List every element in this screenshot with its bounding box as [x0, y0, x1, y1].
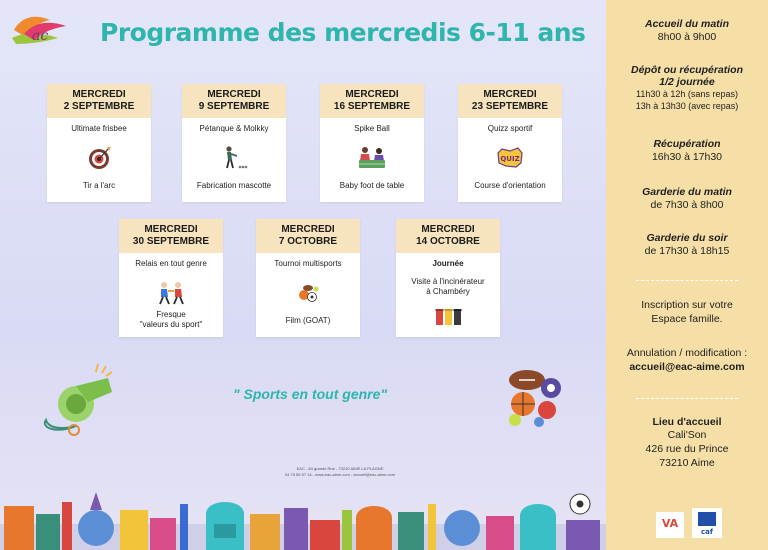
- card-activity-2: Tir a l'arc: [82, 181, 116, 190]
- relay-runners-icon: [155, 280, 187, 306]
- caf-logo-text: caf: [701, 528, 713, 536]
- lieu-line2: 426 rue du Prince: [645, 443, 729, 455]
- card-header: [320, 84, 424, 118]
- garderie-matin-section: [606, 186, 768, 212]
- recycling-bins-icon: [428, 303, 468, 329]
- svg-text:QUIZ: QUIZ: [500, 155, 520, 163]
- card-day: MERCREDI: [483, 89, 537, 100]
- card-activity-1: Journée: [432, 259, 464, 268]
- divider: [636, 280, 738, 281]
- recuperation-section: [606, 138, 768, 164]
- sports-balls-icon: [503, 364, 567, 428]
- va-logo: [656, 512, 684, 538]
- card-7-octobre: [256, 219, 360, 337]
- accueil-matin-section: [606, 18, 768, 44]
- annulation-section: [606, 346, 768, 374]
- inscription-line1: Inscription sur votre: [641, 299, 733, 311]
- card-activity-2: Course d'orientation: [474, 181, 546, 190]
- card-activity-1: Quizz sportif: [487, 124, 533, 133]
- depot-title-line1: Dépôt ou récupération: [630, 64, 743, 76]
- card-2-septembre: [47, 84, 151, 202]
- depot-section: [606, 64, 768, 112]
- card-activity-1: Tournoi multisports: [274, 259, 342, 268]
- footer-line2: 04 79 55 57 14 - www.eac-aime.com - accueil@eac-aime.com: [284, 472, 396, 477]
- card-14-octobre: [396, 219, 500, 337]
- divider: [636, 398, 738, 399]
- caf-logo: [692, 508, 722, 538]
- card-date: 9 SEPTEMBRE: [198, 101, 270, 112]
- archery-target-icon: [85, 145, 113, 171]
- card-header: [256, 219, 360, 253]
- card-activity-2: Film (GOAT): [285, 316, 331, 325]
- depot-time-1: 11h30 à 12h (sans repas): [636, 89, 738, 99]
- card-activity-1: Spike Ball: [354, 124, 390, 133]
- contact-email[interactable]: accueil@eac-aime.com: [629, 361, 745, 373]
- card-date: 30 SEPTEMBRE: [132, 236, 210, 247]
- card-activity-detail: [396, 277, 500, 297]
- card-16-septembre: [320, 84, 424, 202]
- footer-line1: EAC - 84 grande Rue - 73210 AIME LA PLAGNE: [296, 466, 384, 471]
- card-activity-1: Pétanque & Molkky: [199, 124, 269, 133]
- card-activity-2-line2: "valeurs du sport": [139, 320, 203, 329]
- card-activity-1: Relais en tout genre: [135, 259, 207, 268]
- accueil-matin-time: 8h00 à 9h00: [657, 31, 717, 43]
- card-day: MERCREDI: [345, 89, 399, 100]
- card-date: 7 OCTOBRE: [278, 236, 338, 247]
- card-date: 2 SEPTEMBRE: [63, 101, 135, 112]
- inscription-section: [606, 298, 768, 326]
- card-date: 23 SEPTEMBRE: [471, 101, 549, 112]
- va-logo-text: VA: [661, 517, 679, 530]
- baby-foot-icon: [358, 145, 386, 171]
- inscription-line2: Espace famille.: [651, 313, 723, 325]
- card-header: [458, 84, 562, 118]
- card-activity-detail-line2: à Chambéry: [426, 287, 470, 296]
- lieu-section: [606, 416, 768, 470]
- school-supplies-border: [0, 484, 606, 550]
- footer-contact: [250, 466, 430, 478]
- card-header: [119, 219, 223, 253]
- annulation-line1: Annulation / modification :: [626, 347, 748, 359]
- petanque-player-icon: [220, 145, 248, 171]
- card-date: 16 SEPTEMBRE: [333, 101, 411, 112]
- depot-title-line2: 1/2 journée: [659, 76, 715, 88]
- recuperation-title: Récupération: [653, 138, 721, 150]
- page-title: Programme des mercredis 6-11 ans: [100, 18, 586, 47]
- card-23-septembre: [458, 84, 562, 202]
- card-activity-2: [119, 310, 223, 330]
- whistle-icon: [36, 358, 128, 438]
- eac-logo: [10, 10, 70, 52]
- garderie-soir-section: [606, 232, 768, 258]
- card-header: [182, 84, 286, 118]
- lieu-line1: Cali'Son: [667, 429, 707, 441]
- card-day: MERCREDI: [144, 224, 198, 235]
- card-day: MERCREDI: [207, 89, 261, 100]
- lieu-line3: 73210 Aime: [659, 457, 715, 469]
- slogan: " Sports en tout genre": [232, 386, 388, 402]
- card-9-septembre: [182, 84, 286, 202]
- accueil-matin-title: Accueil du matin: [644, 18, 729, 30]
- card-header: [396, 219, 500, 253]
- card-day: MERCREDI: [281, 224, 335, 235]
- card-day: MERCREDI: [421, 224, 475, 235]
- svg-text:ac: ac: [32, 28, 49, 44]
- card-activity-detail-line1: Visite à l'incinérateur: [411, 277, 485, 286]
- depot-time-2: 13h à 13h30 (avec repas): [635, 101, 739, 111]
- card-header: [47, 84, 151, 118]
- card-30-septembre: [119, 219, 223, 337]
- garderie-soir-title: Garderie du soir: [646, 232, 728, 244]
- card-day: MERCREDI: [72, 89, 126, 100]
- card-date: 14 OCTOBRE: [416, 236, 480, 247]
- card-activity-2-line1: Fresque: [156, 310, 186, 319]
- garderie-matin-time: de 7h30 à 8h00: [650, 199, 724, 211]
- quiz-icon: [492, 145, 528, 171]
- lieu-title: Lieu d'accueil: [652, 416, 722, 428]
- recuperation-time: 16h30 à 17h30: [651, 151, 723, 163]
- garderie-matin-title: Garderie du matin: [642, 186, 732, 198]
- info-sidebar: [606, 0, 768, 550]
- garderie-soir-time: de 17h30 à 18h15: [644, 245, 730, 257]
- card-activity-1: Ultimate frisbee: [71, 124, 127, 133]
- card-activity-2: Baby foot de table: [339, 181, 405, 190]
- multisport-balls-icon: [294, 280, 322, 306]
- card-activity-2: Fabrication mascotte: [196, 181, 272, 190]
